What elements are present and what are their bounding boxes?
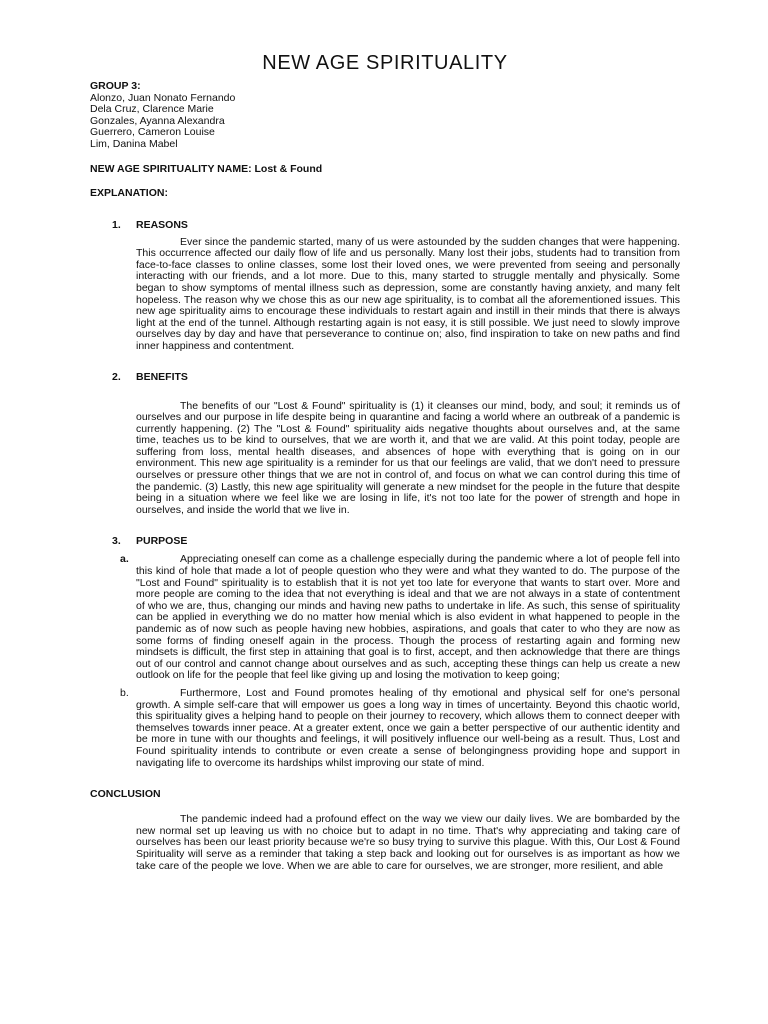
group-block bbox=[90, 81, 680, 151]
list-marker: a. bbox=[120, 553, 129, 566]
section-heading-text: PURPOSE bbox=[136, 535, 188, 548]
group-member: Dela Cruz, Clarence Marie bbox=[90, 103, 214, 116]
section-heading-purpose bbox=[112, 535, 680, 547]
list-marker: b. bbox=[120, 686, 129, 699]
purpose-paragraph-b: Furthermore, Lost and Found promotes healing of thy emotional and physical self for one's personal growth. A simple self-care that will empower us goes a long way in times of uncertainty. Beyond this chaotic world, this spirituality gives a helping hand to people on their journey to recovery, which allows them to connect deeper with themselves towards inner peace. At a greater extent, once we gain a better perspective of our authentic identity and be more in tune with our thoughts and feelings, it will positively influence our well-being as a result. Thus, Lost and Found spirituality intends to contribute or even create a sense of belongingness providing hope and support in navigating life to overcome its hardships whilst improving our state of mind. bbox=[136, 686, 680, 769]
spirituality-name-label: NEW AGE SPIRITUALITY NAME: bbox=[90, 162, 252, 175]
reasons-paragraph: Ever since the pandemic started, many of us were astounded by the sudden changes that were happening. This occurrence affected our daily flow of life and us personally. Many lost their jobs, students had to transition from face-to-face classes to online classes, some lost their loved ones, we were prevented from seeing and personally interacting with our friends, and a lot more. Due to this, many started to struggle mentally and physically. Some began to show symptoms of mental illness such as depression, some are constantly having anxiety, and many felt hopeless. The reason why we chose this as our new age spirituality, is to combat all the aforementioned issues. This new age spirituality aims to encourage these individuals to restart again and instill in their minds that there is always light at the end of the tunnel. Although restarting again is not easy, it is still possible. We just need to slowly improve ourselves day by day and have that perseverance to continue on; also, find inspiration to take on new paths and find inner happiness and contentment. bbox=[136, 235, 680, 352]
section-heading-text: REASONS bbox=[136, 218, 188, 231]
purpose-item-b bbox=[90, 688, 680, 769]
group-label: GROUP 3: bbox=[90, 80, 141, 92]
conclusion-heading: CONCLUSION bbox=[90, 788, 161, 801]
benefits-paragraph: The benefits of our "Lost & Found" spirituality is (1) it cleanses our mind, body, and soul; it reminds us of ourselves and our purpose in life despite being in quarantine and facing a world where an outbreak of a pandemic is currently happening. (2) The "Lost & Found" spirituality aids negative thoughts about ourselves and, at the same time, teaches us to be kind to ourselves, that we are worth it, and that we are valid. At this point today, people are suffering from loss, mental health diseases, and absences of hope with everything that is going on in our environment. This new age spirituality is a reminder for us that our feelings are valid, that we don't need to pressure ourselves or pressure other things that we are not in control of, and focus on what we can control during this time of the pandemic. (3) Lastly, this new age spirituality will generate a new mindset for the people in the future that despite being in a situation where we feel like we are losing in life, it's not too late for the power of strength and hope in ourselves, and inside the world that we live in. bbox=[136, 399, 680, 516]
section-heading-reasons bbox=[112, 219, 680, 231]
section-heading-benefits bbox=[112, 371, 680, 383]
section-heading-text: BENEFITS bbox=[136, 370, 188, 383]
section-number: 2. bbox=[112, 370, 121, 383]
section-number: 3. bbox=[112, 535, 121, 548]
section-number: 1. bbox=[112, 218, 121, 231]
purpose-paragraph-a: Appreciating oneself can come as a challenge especially during the pandemic where a lot of people fell into this kind of hole that made a lot of people question who they were and what they wanted to do. The purpose of the "Lost and Found" spirituality is to establish that it is not yet too late for everyone that wants to start over. More and more people are coming to the idea that not everything is ideal and that we are not always in a state of contentment of who we are, thus, changing our minds and having new paths to undertake in life. As such, this sense of spirituality can be applied in everything we do no matter how menial which is also evident in what happened to people in the pandemic as of now such as people having new hobbies, aspirations, and goals that cater to who they are now as some forms of finding oneself again in the process. Though the process of restarting again and forming new mindsets is difficult, the first step in attaining that goal is to first, accept, and then acknowledge that there are things out of our control and cannot change about ourselves and as such, accepting these things can help us create a new outlook on life for the people that feel like giving up and losing the motivation to keep going; bbox=[136, 553, 680, 682]
purpose-item-a bbox=[90, 554, 680, 682]
conclusion-paragraph: The pandemic indeed had a profound effect on the way we view our daily lives. We are bombarded by the new normal set up leaving us with no choice but to adapt in no time. That's why appreciating and taking care of ourselves has been our least priority because we're so busy trying to survive this plague. With this, Our Lost & Found Spirituality will serve as a reminder that taking a step back and looking out for ourselves is as important as how we take care of the people we love. When we are able to care for ourselves, we are stronger, more resilient, and able bbox=[136, 813, 680, 872]
spirituality-name-value: Lost & Found bbox=[254, 162, 323, 175]
group-member: Lim, Danina Mabel bbox=[90, 137, 178, 150]
spirituality-name-line bbox=[90, 163, 680, 175]
group-member: Alonzo, Juan Nonato Fernando bbox=[90, 91, 236, 104]
group-member: Gonzales, Ayanna Alexandra bbox=[90, 114, 225, 127]
document-title: NEW AGE SPIRITUALITY bbox=[262, 52, 508, 74]
explanation-label: EXPLANATION: bbox=[90, 186, 168, 199]
group-member: Guerrero, Cameron Louise bbox=[90, 126, 215, 139]
